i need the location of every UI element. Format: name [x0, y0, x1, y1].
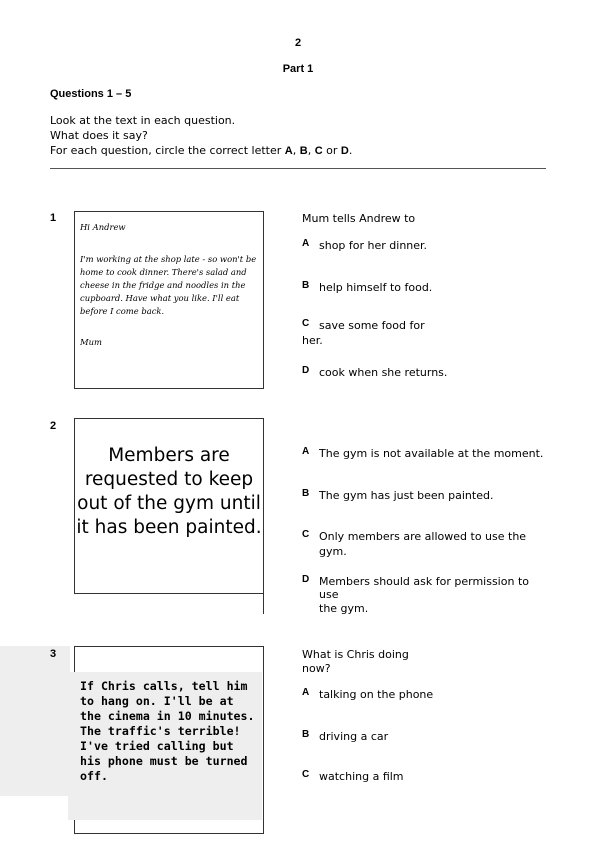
question-2-option-b-text[interactable]: The gym has just been painted.: [319, 489, 494, 502]
question-3-stem-line2: now?: [302, 662, 331, 675]
instruction-letter-a: A: [284, 145, 293, 157]
question-1-option-b-letter[interactable]: B: [302, 280, 310, 291]
question-1-note-body: I'm working at the shop late - so won't be home to cook dinner. There's salad and cheese in the fridge and noodles in the cupboard. Have what you like. I'll eat before I come back.: [80, 254, 257, 316]
question-3-option-b-text[interactable]: driving a car: [319, 730, 389, 743]
instruction-suffix: .: [348, 144, 353, 157]
question-2-box-edge: [263, 594, 264, 614]
question-2-option-d-text-line2[interactable]: use: [319, 588, 339, 601]
instruction-line-1: Look at the text in each question.: [50, 114, 236, 127]
instruction-sep-2: ,: [307, 144, 315, 157]
question-1-option-a-text[interactable]: shop for her dinner.: [319, 239, 428, 252]
divider-rule: [50, 168, 546, 169]
question-2-option-a-text[interactable]: The gym is not available at the moment.: [319, 447, 544, 460]
page-number: 2: [294, 37, 302, 49]
question-1-option-d-letter[interactable]: D: [302, 365, 310, 376]
question-3-option-b-letter[interactable]: B: [302, 729, 310, 740]
question-1-number: 1: [50, 212, 57, 224]
instruction-letter-b: B: [299, 145, 308, 157]
question-3-message-text: If Chris calls, tell him to hang on. I'll be at the cinema in 10 minutes. The traffic's terrible! I've tried calling but his phone must be turned off.: [80, 679, 255, 783]
question-1-option-b-text[interactable]: help himself to food.: [319, 281, 433, 294]
part-title: Part 1: [282, 63, 314, 75]
question-3-number: 3: [50, 648, 57, 660]
question-3-option-a-text[interactable]: talking on the phone: [319, 688, 434, 701]
question-3-stem-line1: What is Chris doing: [302, 648, 409, 661]
question-2-option-d-text-line1[interactable]: Members should ask for permission to: [319, 575, 529, 588]
question-3-option-c-letter[interactable]: C: [302, 769, 310, 780]
instruction-letter-d: D: [340, 145, 349, 157]
question-2-option-c-text-line2[interactable]: gym.: [319, 545, 347, 558]
question-2-option-b-letter[interactable]: B: [302, 488, 310, 499]
question-2-number: 2: [50, 420, 57, 432]
question-2-option-a-letter[interactable]: A: [302, 446, 310, 457]
instruction-letter-c: C: [314, 145, 323, 157]
instruction-sep-1: ,: [292, 144, 300, 157]
question-3-option-a-letter[interactable]: A: [302, 687, 310, 698]
question-1-note-signature: Mum: [80, 337, 102, 347]
question-1-option-a-letter[interactable]: A: [302, 238, 310, 249]
question-1-option-c-text-line2[interactable]: her.: [302, 334, 323, 347]
question-1-option-c-letter[interactable]: C: [302, 318, 310, 329]
question-2-option-c-text-line1[interactable]: Only members are allowed to use the: [319, 530, 527, 543]
question-1-note-greeting: Hi Andrew: [80, 222, 126, 232]
instruction-line-2: What does it say?: [50, 129, 148, 142]
question-1-option-d-text[interactable]: cook when she returns.: [319, 366, 448, 379]
question-1-option-c-text-line1[interactable]: save some food for: [319, 319, 425, 332]
question-1-stem: Mum tells Andrew to: [302, 212, 416, 225]
question-2-sign-text: Members are requested to keep out of the gym until it has been painted.: [76, 445, 262, 538]
questions-heading: Questions 1 – 5: [50, 88, 132, 100]
question-2-option-c-letter[interactable]: C: [302, 529, 310, 540]
question-3-margin-shade: [0, 646, 70, 796]
instruction-line-3: [50, 144, 352, 157]
question-2-option-d-letter[interactable]: D: [302, 574, 310, 585]
instruction-prefix: For each question, circle the correct letter: [50, 144, 285, 157]
question-2-option-d-text-line3[interactable]: the gym.: [319, 602, 369, 615]
question-3-option-c-text[interactable]: watching a film: [319, 770, 404, 783]
instruction-sep-3: or: [322, 144, 341, 157]
